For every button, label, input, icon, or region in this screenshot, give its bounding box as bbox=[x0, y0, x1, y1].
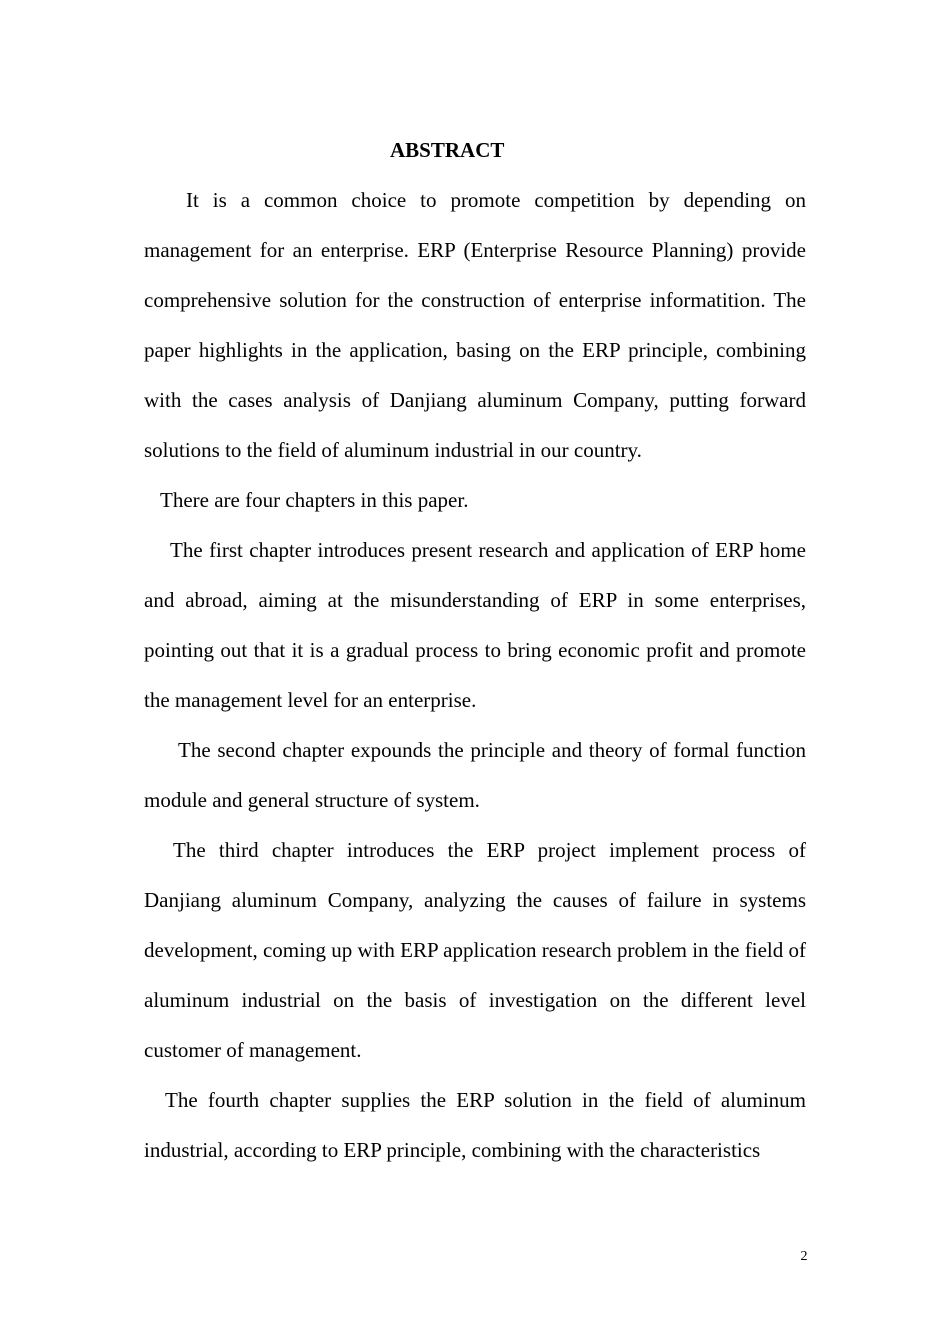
abstract-title: ABSTRACT bbox=[390, 138, 505, 162]
abstract-paragraph: It is a common choice to promote competition by depending on management for an enterprise. ERP (Enterprise Resource Planning) provide comprehensive solution for the construction of enterprise informatition. The paper highlights in the application, basing on the ERP principle, combining with the cases analysis of Danjiang aluminum Company, putting forward solutions to the field of aluminum industrial in our country. bbox=[144, 188, 806, 462]
abstract-paragraph: The first chapter introduces present research and application of ERP home and abroad, aiming at the misunderstanding of ERP in some enterprises, pointing out that it is a gradual process to bring economic profit and promote the management level for an enterprise. bbox=[144, 538, 806, 712]
abstract-paragraph: The fourth chapter supplies the ERP solution in the field of aluminum industrial, according to ERP principle, combining with the characteristics bbox=[144, 1088, 806, 1162]
abstract-paragraph: There are four chapters in this paper. bbox=[160, 488, 469, 512]
abstract-paragraph: The third chapter introduces the ERP project implement process of Danjiang aluminum Company, analyzing the causes of failure in systems development, coming up with ERP application research problem in the field of aluminum industrial on the basis of investigation on the different level customer of management. bbox=[144, 838, 806, 1062]
page-number: 2 bbox=[800, 1249, 808, 1264]
abstract-body bbox=[144, 125, 806, 1175]
abstract-paragraph: The second chapter expounds the principle and theory of formal function module and general structure of system. bbox=[144, 738, 806, 812]
